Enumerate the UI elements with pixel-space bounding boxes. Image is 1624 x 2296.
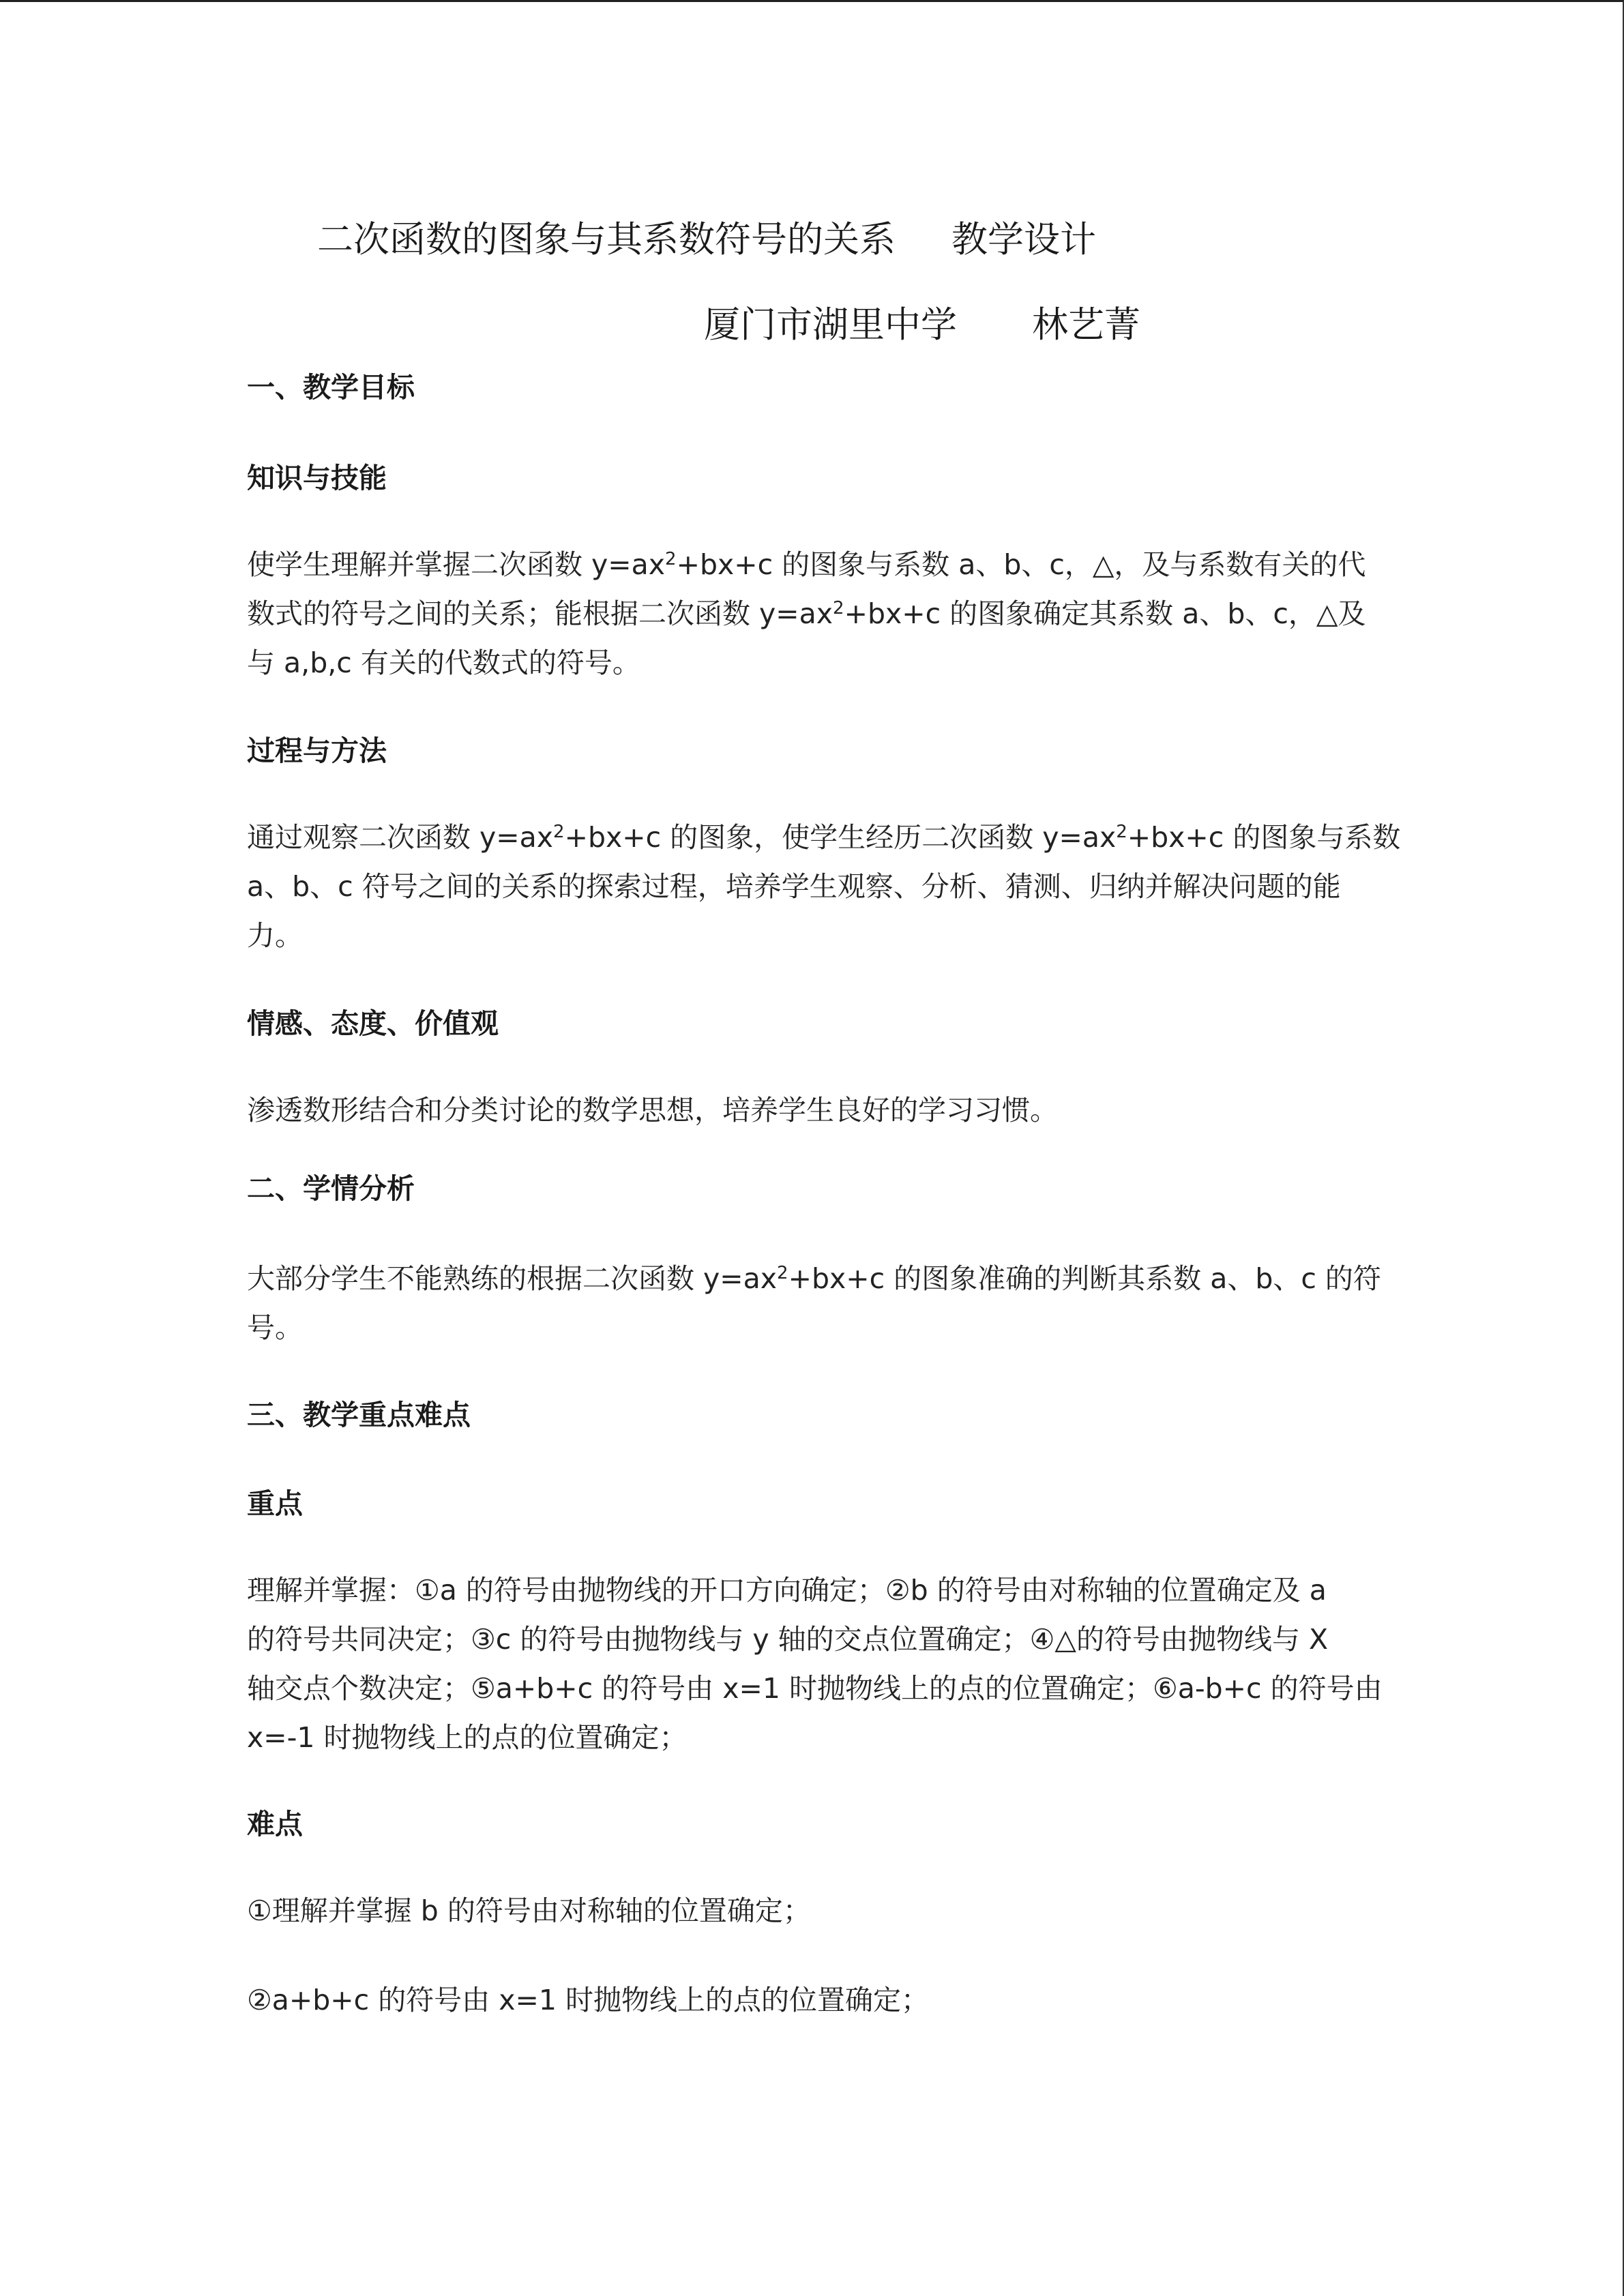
- author-name: 林艺菁: [1032, 304, 1140, 346]
- paragraph-emotion: [247, 1086, 1365, 1135]
- paragraph-knowledge: [247, 540, 1365, 687]
- heading-focus: 重点: [247, 1487, 303, 1520]
- heading-knowledge-skills: 知识与技能: [247, 462, 387, 494]
- heading-key-difficult-points: 三、教学重点难点: [247, 1399, 471, 1431]
- paragraph-line: 大部分学生不能熟练的根据二次函数 $y=ax^2+bx+c$ 的图象准确的判断其系数 a、b、c 的符: [247, 1262, 1381, 1295]
- paragraph-line: 理解并掌握：①a 的符号由抛物线的开口方向确定；②b 的符号由对称轴的位置确定及 a: [247, 1574, 1327, 1607]
- heading-difficulty: 难点: [247, 1808, 303, 1840]
- paragraph-line: a、b、c 符号之间的关系的探索过程，培养学生观察、分析、猜测、归纳并解决问题的能: [247, 870, 1341, 903]
- paragraph-line: x=-1 时抛物线上的点的位置确定；: [247, 1721, 688, 1754]
- heading-emotion-values: 情感、态度、价值观: [247, 1007, 499, 1040]
- heading-teaching-goals: 一、教学目标: [247, 371, 415, 404]
- author-school: 厦门市湖里中学: [704, 304, 957, 346]
- heading-process-methods: 过程与方法: [247, 734, 387, 767]
- paragraph-line: 的符号共同决定；③c 的符号由抛物线与 y 轴的交点位置确定；④△的符号由抛物线与 X: [247, 1623, 1329, 1656]
- paragraph-line: 使学生理解并掌握二次函数 $y=ax^2+bx+c$ 的图象与系数 a、b、c，△，及与系数有关的代: [247, 548, 1366, 581]
- author-line: [704, 298, 1140, 353]
- paragraph-process: [247, 813, 1401, 960]
- paragraph-line: ②a+b+c 的符号由 x=1 时抛物线上的点的位置确定；: [247, 1984, 929, 2016]
- heading-learner-analysis: 二、学情分析: [247, 1172, 415, 1205]
- paragraph-line: 数式的符号之间的关系；能根据二次函数 $y=ax^2+bx+c$ 的图象确定其系数 a、b、c，△及: [247, 597, 1366, 630]
- title-suffix: 教学设计: [951, 219, 1096, 260]
- paragraph-focus: [247, 1566, 1383, 1762]
- paragraph-analysis: [247, 1254, 1381, 1352]
- paragraph-difficulty-1: [247, 1886, 1365, 1935]
- paragraph-difficulty-2: [247, 1976, 1365, 2025]
- title-main: 二次函数的图象与其系数符号的关系: [317, 219, 896, 260]
- paragraph-line: 号。: [247, 1311, 303, 1344]
- document-title: [317, 213, 1096, 267]
- paragraph-line: 与 a,b,c 有关的代数式的符号。: [247, 646, 640, 679]
- paragraph-line: 力。: [247, 919, 303, 952]
- paragraph-line: 通过观察二次函数 $y=ax^2+bx+c$ 的图象，使学生经历二次函数 $y=ax^2+bx+c$ 的图象与系数: [247, 821, 1401, 854]
- paragraph-line: ①理解并掌握 b 的符号由对称轴的位置确定；: [247, 1894, 811, 1927]
- paragraph-line: 渗透数形结合和分类讨论的数学思想，培养学生良好的学习习惯。: [247, 1094, 1058, 1127]
- paragraph-line: 轴交点个数决定；⑤a+b+c 的符号由 x=1 时抛物线上的点的位置确定；⑥a-b+c 的符号由: [247, 1672, 1383, 1705]
